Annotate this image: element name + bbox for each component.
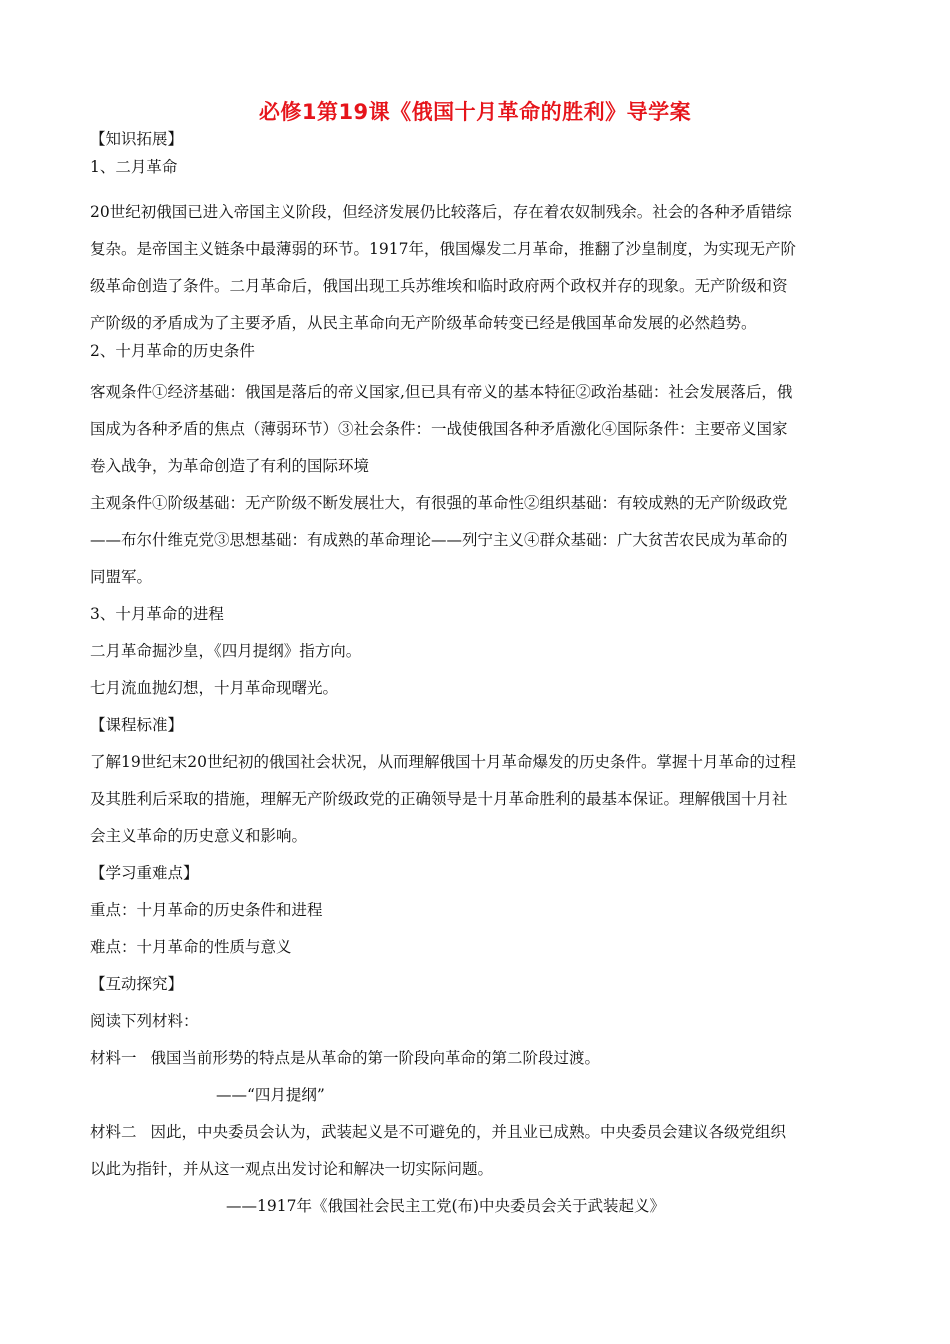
text-line: 复杂。是帝国主义链条中最薄弱的环节。1917年，俄国爆发二月革命，推翻了沙皇制度，为实现无产阶	[90, 240, 796, 258]
text-line: ——布尔什维克党③思想基础：有成熟的革命理论——列宁主义④群众基础：广大贫苦农民成为革命的	[90, 531, 788, 549]
text-line: 级革命创造了条件。二月革命后，俄国出现工兵苏维埃和临时政府两个政权并存的现象。无产阶级和资	[90, 277, 788, 295]
document-body	[90, 130, 862, 1225]
paragraph-february-revolution	[90, 194, 862, 342]
material-1-source: ——“四月提纲”	[216, 1086, 325, 1104]
text-line: 国成为各种矛盾的焦点（薄弱环节）③社会条件：一战使俄国各种矛盾激化④国际条件：主要帝义国家	[90, 420, 788, 438]
material-2-text: 因此，中央委员会认为，武装起义是不可避免的，并且业已成熟。中央委员会建议各级党组织	[150, 1123, 787, 1141]
material-1-label: 材料一	[90, 1049, 137, 1067]
item-label-conditions: 2、十月革命的历史条件	[90, 342, 255, 360]
text-line: 同盟军。	[90, 568, 153, 586]
page-title: 必修1第19课《俄国十月革命的胜利》导学案	[258, 100, 692, 124]
paragraph-objective-conditions	[90, 374, 862, 485]
focus-line: 重点：十月革命的历史条件和进程	[90, 901, 323, 919]
section-curriculum	[90, 707, 862, 855]
material-2-label: 材料二	[90, 1123, 137, 1141]
section-heading-explore: 【互动探究】	[90, 975, 184, 993]
text-line: 卷入战争，为革命创造了有利的国际环境	[90, 457, 370, 475]
section-heading-knowledge: 【知识拓展】	[90, 130, 184, 148]
material-2	[90, 1114, 862, 1151]
text-line: 20世纪初俄国已进入帝国主义阶段，但经济发展仍比较落后，存在着农奴制残余。社会的各种矛盾错综	[90, 203, 792, 221]
text-line: 二月革命掘沙皇，《四月提纲》指方向。	[90, 642, 362, 660]
difficulty-line: 难点：十月革命的性质与意义	[90, 938, 292, 956]
section-key-points	[90, 855, 862, 966]
material-1-text: 俄国当前形势的特点是从革命的第一阶段向革命的第二阶段过渡。	[150, 1049, 601, 1067]
text-line: 产阶级的矛盾成为了主要矛盾，从民主革命向无产阶级革命转变已经是俄国革命发展的必然趋势。	[90, 314, 757, 332]
text-line: 客观条件①经济基础：俄国是落后的帝义国家,但已具有帝义的基本特征②政治基础：社会发展落后，俄	[90, 383, 793, 401]
text-line: 及其胜利后采取的措施，理解无产阶级政党的正确领导是十月革命胜利的最基本保证。理解俄国十月社	[90, 790, 788, 808]
text-line: 七月流血抛幻想，十月革命现曙光。	[90, 679, 339, 697]
text-line: 主观条件①阶级基础：无产阶级不断发展壮大，有很强的革命性②组织基础：有较成熟的无产阶级政党	[90, 494, 788, 512]
material-1	[90, 1040, 862, 1077]
paragraph-subjective-conditions	[90, 485, 862, 596]
material-2-source: ——1917年《俄国社会民主工党(布)中央委员会关于武装起义》	[226, 1197, 666, 1215]
section-explore	[90, 966, 862, 1225]
explore-intro: 阅读下列材料：	[90, 1012, 199, 1030]
paragraph-october-process	[90, 596, 862, 707]
section-heading-key-points: 【学习重难点】	[90, 864, 199, 882]
text-line: 了解19世纪末20世纪初的俄国社会状况，从而理解俄国十月革命爆发的历史条件。掌握十月革命的过程	[90, 753, 796, 771]
text-line: 以此为指针，并从这一观点出发讨论和解决一切实际问题。	[90, 1160, 494, 1178]
item-label-february: 1、二月革命	[90, 158, 178, 176]
item-label-process: 3、十月革命的进程	[90, 605, 224, 623]
section-heading-curriculum: 【课程标准】	[90, 716, 184, 734]
text-line: 会主义革命的历史意义和影响。	[90, 827, 308, 845]
